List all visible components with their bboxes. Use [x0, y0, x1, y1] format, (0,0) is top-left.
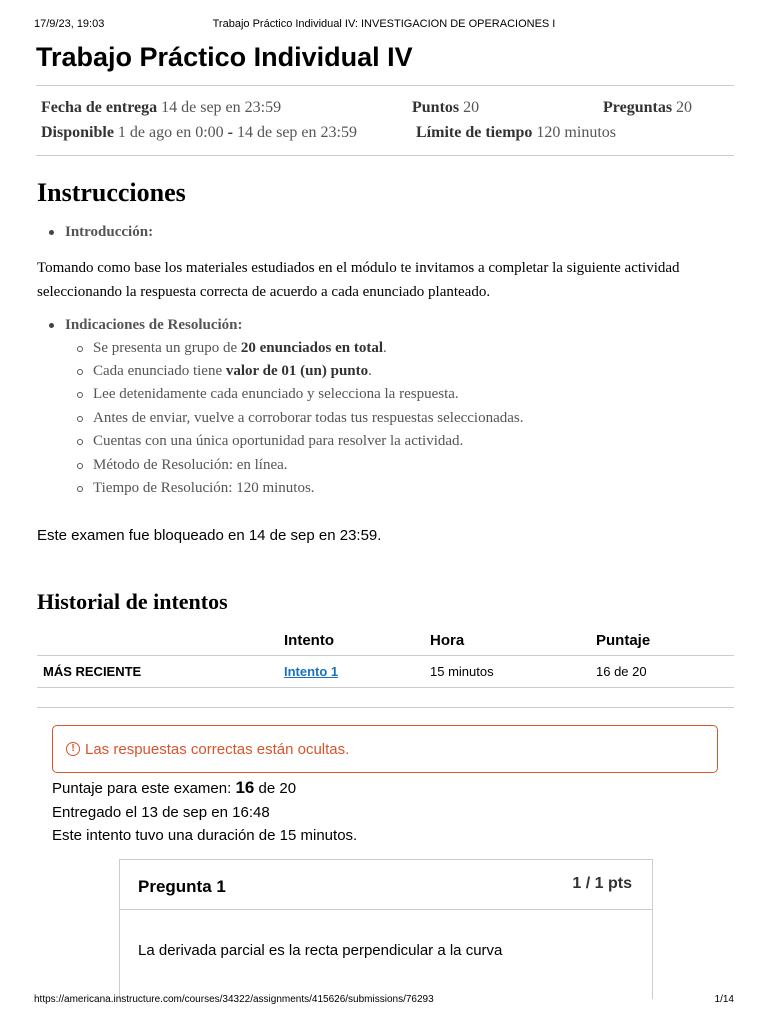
divider-meta [36, 155, 734, 156]
bullet-disc-icon [49, 323, 54, 328]
bullet-circle-icon [77, 439, 83, 445]
meta-fecha-label: Fecha de entrega [41, 99, 158, 116]
meta-limite [416, 124, 616, 142]
meta-puntos-label: Puntos [412, 99, 460, 116]
indicacion-item-7: Tiempo de Resolución: 120 minutos. [93, 480, 315, 496]
indicacion-item-2-text: Cada enunciado tiene [93, 363, 226, 379]
indicacion-item-2 [93, 363, 372, 380]
print-page-number: 1/14 [714, 994, 734, 1005]
history-col-hora: Hora [430, 632, 465, 649]
instructions-heading: Instrucciones [37, 178, 186, 207]
instructions-paragraph-line-2: seleccionando la respuesta correcta de acuerdo a cada enunciado planteado. [37, 284, 491, 300]
meta-preguntas-label: Preguntas [603, 99, 673, 116]
history-header-divider [37, 655, 734, 656]
meta-disponible-label: Disponible [41, 124, 114, 141]
alert-text: Las respuestas correctas están ocultas. [85, 741, 350, 758]
page-title: Trabajo Práctico Individual IV [36, 42, 413, 72]
score-value: 16 [235, 778, 255, 797]
bullet-circle-icon [77, 463, 83, 469]
history-row-divider [37, 687, 734, 688]
locked-notice: Este examen fue bloqueado en 14 de sep en 23:59. [37, 527, 382, 544]
hidden-answers-alert [52, 725, 718, 773]
score-suffix: de 20 [254, 780, 297, 797]
question-points: 1 / 1 pts [572, 875, 632, 892]
score-summary [52, 778, 296, 798]
meta-preguntas [603, 99, 692, 117]
history-row-puntaje: 16 de 20 [596, 664, 647, 679]
history-col-intento: Intento [284, 632, 334, 649]
indicacion-item-2-end: . [368, 363, 372, 379]
question-title: Pregunta 1 [138, 877, 226, 896]
indicacion-item-4: Antes de enviar, vuelve a corroborar todas tus respuestas seleccionadas. [93, 410, 524, 426]
history-col-puntaje: Puntaje [596, 632, 651, 649]
print-title: Trabajo Práctico Individual IV: INVESTIGACION DE OPERACIONES I [212, 18, 556, 30]
print-date: 17/9/23, 19:03 [34, 18, 105, 30]
bullet-circle-icon [77, 346, 83, 352]
history-row-hora: 15 minutos [430, 664, 494, 679]
divider-top [36, 85, 734, 86]
meta-limite-value: 120 minutos [536, 124, 616, 141]
indicacion-item-2-bold: valor de 01 (un) punto [225, 363, 369, 379]
history-heading: Historial de intentos [37, 589, 228, 614]
meta-fecha [41, 99, 281, 117]
history-row-label: MÁS RECIENTE [43, 664, 142, 679]
bullet-disc-icon [49, 230, 54, 235]
intro-label: Introducción: [65, 224, 154, 240]
meta-puntos-value: 20 [463, 99, 480, 116]
indicacion-item-1 [93, 340, 387, 357]
meta-preguntas-value: 20 [676, 99, 693, 116]
bullet-circle-icon [77, 392, 83, 398]
score-prefix: Puntaje para este examen: [52, 780, 236, 797]
meta-disponible-sep: - [227, 124, 233, 141]
instructions-paragraph-line-1: Tomando como base los materiales estudiados en el módulo te invitamos a completar la siguiente actividad [37, 260, 680, 276]
bullet-circle-icon [77, 416, 83, 422]
duration-text: Este intento tuvo una duración de 15 minutos. [52, 827, 358, 844]
warning-icon: ! [66, 742, 80, 756]
indicacion-item-5: Cuentas con una única oportunidad para resolver la actividad. [93, 433, 464, 449]
meta-disponible [41, 124, 357, 142]
indicaciones-label: Indicaciones de Resolución: [65, 317, 243, 333]
question-card [119, 859, 653, 999]
indicacion-item-3: Lee detenidamente cada enunciado y selecciona la respuesta. [93, 386, 459, 402]
indicacion-item-1-bold: 20 enunciados en total [240, 340, 383, 356]
indicacion-item-6: Método de Resolución: en línea. [93, 457, 288, 473]
bullet-circle-icon [77, 486, 83, 492]
meta-puntos [412, 99, 479, 117]
indicacion-item-1-text: Se presenta un grupo de [93, 340, 241, 356]
attempt-link[interactable]: Intento 1 [284, 664, 339, 679]
submitted-text: Entregado el 13 de sep en 16:48 [52, 804, 270, 821]
meta-disponible-end: 14 de sep en 23:59 [237, 124, 357, 141]
print-footer [34, 994, 734, 1005]
history-section-divider [37, 707, 734, 708]
bullet-circle-icon [77, 369, 83, 375]
meta-fecha-value: 14 de sep en 23:59 [161, 99, 282, 116]
question-header [120, 860, 652, 910]
meta-disponible-start: 1 de ago en 0:00 [117, 124, 224, 141]
indicacion-item-1-end: . [383, 340, 387, 356]
meta-limite-label: Límite de tiempo [416, 124, 533, 141]
question-text: La derivada parcial es la recta perpendicular a la curva [138, 942, 503, 959]
print-url: https://americana.instructure.com/courses/34322/assignments/415626/submissions/76293 [34, 994, 434, 1005]
